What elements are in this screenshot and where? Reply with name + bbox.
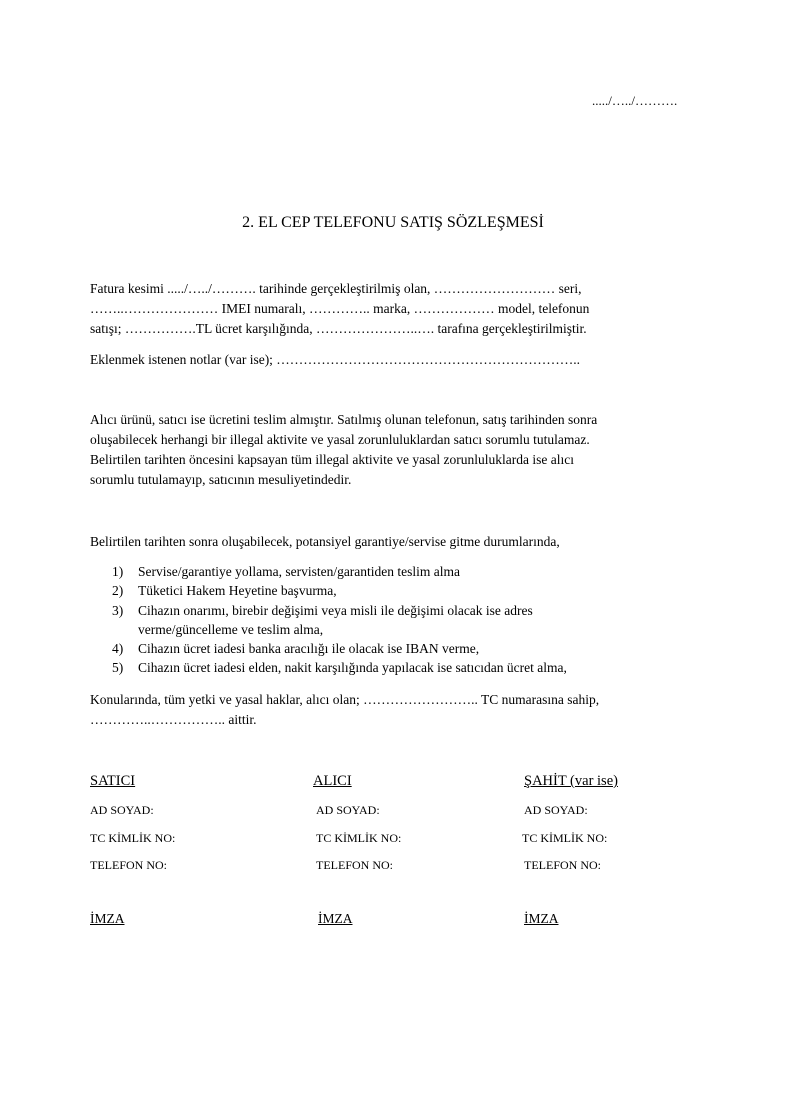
witness-id-label: TC KİMLİK NO: <box>522 831 608 845</box>
responsibility-line: sorumlu tutulamayıp, satıcının mesuliyetindedir. <box>90 472 352 487</box>
witness-name-label: AD SOYAD: <box>524 803 588 817</box>
notes-line: Eklenmek istenen notlar (var ise); ………………………………………………………….. <box>90 352 581 367</box>
list-item-number: 1) <box>112 564 124 579</box>
seller-phone-label: TELEFON NO: <box>90 858 167 872</box>
buyer-name-label: AD SOYAD: <box>316 803 380 817</box>
responsibility-line: Alıcı ürünü, satıcı ise ücretini teslim almıştır. Satılmış olunan telefonun, satış tarihinden sonra <box>90 412 598 427</box>
seller-name-label: AD SOYAD: <box>90 803 154 817</box>
authority-line: …………..…………….. aittir. <box>90 712 257 727</box>
sale-line: Fatura kesimi ...../…../………. tarihinde gerçekleştirilmiş olan, ……………………… seri, <box>90 281 582 296</box>
witness-phone-label: TELEFON NO: <box>524 858 601 872</box>
list-item-text: Tüketici Hakem Heyetine başvurma, <box>138 583 337 599</box>
notes-paragraph <box>90 350 700 370</box>
sale-line: satışı; …………….TL ücret karşılığında, …………………..…. tarafına gerçekleştirilmiştir. <box>90 321 587 336</box>
list-item-text: verme/güncelleme ve teslim alma, <box>138 621 324 637</box>
responsibility-paragraph <box>90 410 700 490</box>
document-title: 2. EL CEP TELEFONU SATIŞ SÖZLEŞMESİ <box>242 214 544 231</box>
list-item-number: 5) <box>112 660 124 676</box>
warranty-intro <box>90 532 700 552</box>
warranty-intro-line: Belirtilen tarihten sonra oluşabilecek, potansiyel garantiye/servise gitme durumlarında, <box>90 534 560 549</box>
responsibility-line: Belirtilen tarihten öncesini kapsayan tüm illegal aktivite ve yasal zorunluluklarda ise alıcı <box>90 452 574 467</box>
buyer-id-label: TC KİMLİK NO: <box>316 831 402 845</box>
seller-signature-label: İMZA <box>90 911 125 926</box>
authority-paragraph <box>90 690 700 730</box>
buyer-heading: ALICI <box>313 773 352 789</box>
seller-heading: SATICI <box>90 773 136 789</box>
list-item-number: 2) <box>112 583 124 599</box>
list-item-number: 4) <box>112 641 124 657</box>
buyer-phone-label: TELEFON NO: <box>316 858 393 872</box>
list-item-text: Cihazın ücret iadesi elden, nakit karşılığında yapılacak ise satıcıdan ücret alma, <box>138 660 567 676</box>
responsibility-line: oluşabilecek herhangi bir illegal aktivite ve yasal zorunluluklardan satıcı sorumlu tutulamaz. <box>90 432 590 447</box>
seller-id-label: TC KİMLİK NO: <box>90 831 176 845</box>
list-item-number: 3) <box>112 602 124 618</box>
list-item-text: Cihazın ücret iadesi banka aracılığı ile olacak ise IBAN verme, <box>138 641 480 657</box>
buyer-signature-label: İMZA <box>318 911 353 926</box>
sale-paragraph <box>90 279 700 339</box>
sale-line: ……..………………… IMEI numaralı, ………….. marka, ……………… model, telefonun <box>90 301 590 316</box>
date-placeholder: ...../…../………. <box>592 93 678 108</box>
witness-heading: ŞAHİT (var ise) <box>524 773 618 789</box>
authority-line: Konularında, tüm yetki ve yasal haklar, alıcı olan; …………………….. TC numarasına sahip, <box>90 692 600 707</box>
list-item-text: Servise/garantiye yollama, servisten/garantiden teslim alma <box>138 564 461 579</box>
witness-signature-label: İMZA <box>524 911 559 926</box>
list-item-text: Cihazın onarımı, birebir değişimi veya misli ile değişimi olacak ise adres <box>138 602 533 618</box>
